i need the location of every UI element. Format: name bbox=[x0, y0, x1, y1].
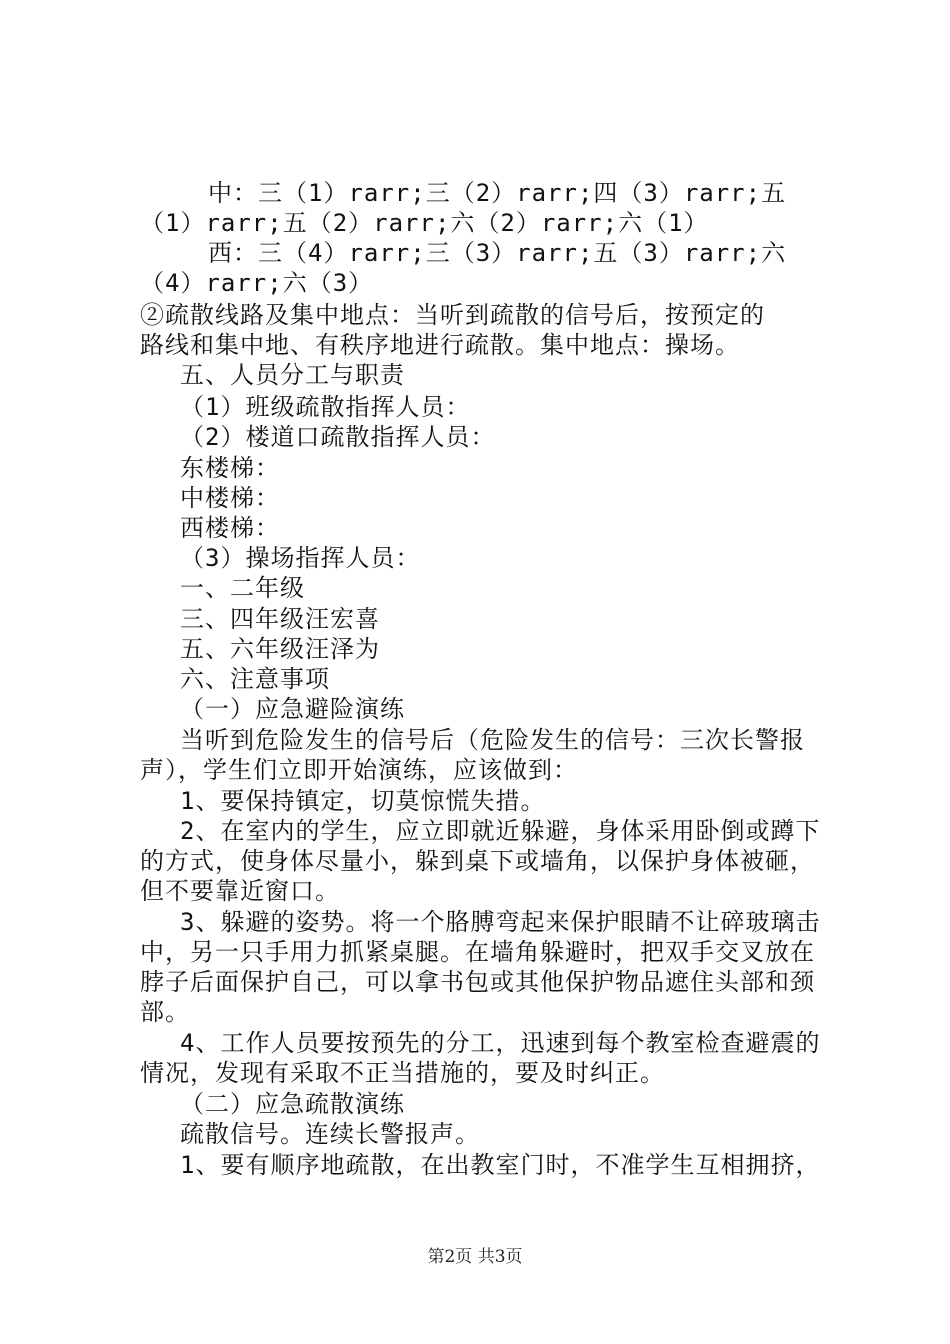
text-line: 的方式，使身体尽量小，躲到桌下或墙角，以保护身体被砸， bbox=[140, 847, 815, 875]
text-line: 脖子后面保护自己，可以拿书包或其他保护物品遮住头部和颈 bbox=[140, 968, 815, 996]
section-heading: 五、人员分工与职责 bbox=[180, 361, 405, 389]
text-line: 东楼梯： bbox=[180, 454, 280, 482]
text-line: 1、要保持镇定，切莫惊慌失措。 bbox=[180, 787, 546, 815]
text-line: （2）楼道口疏散指挥人员： bbox=[180, 423, 496, 451]
text-line: 中：三（1）rarr;三（2）rarr;四（3）rarr;五 bbox=[208, 179, 787, 207]
text-line: （1）班级疏散指挥人员： bbox=[180, 393, 471, 421]
text-line: 当听到危险发生的信号后（危险发生的信号：三次长警报 bbox=[180, 726, 805, 754]
text-line: 三、四年级汪宏喜 bbox=[180, 605, 380, 633]
text-line: 西：三（4）rarr;三（3）rarr;五（3）rarr;六 bbox=[208, 239, 787, 267]
text-line: 中，另一只手用力抓紧桌腿。在墙角躲避时，把双手交叉放在 bbox=[140, 938, 815, 966]
text-line: 2、在室内的学生，应立即就近躲避，身体采用卧倒或蹲下 bbox=[180, 817, 821, 845]
text-line: 疏散信号。连续长警报声。 bbox=[180, 1120, 480, 1148]
page-footer: 第2页 共3页 bbox=[427, 1247, 523, 1267]
subsection-heading: （二）应急疏散演练 bbox=[180, 1090, 405, 1118]
subsection-heading: （一）应急避险演练 bbox=[180, 695, 405, 723]
text-line: 但不要靠近窗口。 bbox=[140, 877, 340, 905]
text-line: 声），学生们立即开始演练，应该做到： bbox=[140, 756, 578, 784]
text-line: 部。 bbox=[140, 998, 190, 1026]
section-heading: 六、注意事项 bbox=[180, 665, 330, 693]
text-line: （4）rarr;六（3） bbox=[140, 269, 374, 297]
text-line: 路线和集中地、有秩序地进行疏散。集中地点：操场。 bbox=[140, 331, 740, 359]
text-line: 五、六年级汪泽为 bbox=[180, 635, 380, 663]
text-line: （1）rarr;五（2）rarr;六（2）rarr;六（1） bbox=[140, 209, 709, 237]
text-line: 中楼梯： bbox=[180, 484, 280, 512]
text-line: ②疏散线路及集中地点：当听到疏散的信号后，按预定的 bbox=[140, 301, 765, 329]
text-line: 情况，发现有采取不正当措施的，要及时纠正。 bbox=[140, 1059, 665, 1087]
text-line: 西楼梯： bbox=[180, 514, 280, 542]
text-line: 1、要有顺序地疏散，在出教室门时，不准学生互相拥挤， bbox=[180, 1151, 821, 1179]
text-line: 3、躲避的姿势。将一个胳膊弯起来保护眼睛不让碎玻璃击 bbox=[180, 908, 821, 936]
text-line: 一、二年级 bbox=[180, 574, 305, 602]
text-line: 4、工作人员要按预先的分工，迅速到每个教室检查避震的 bbox=[180, 1029, 821, 1057]
text-line: （3）操场指挥人员： bbox=[180, 544, 421, 572]
